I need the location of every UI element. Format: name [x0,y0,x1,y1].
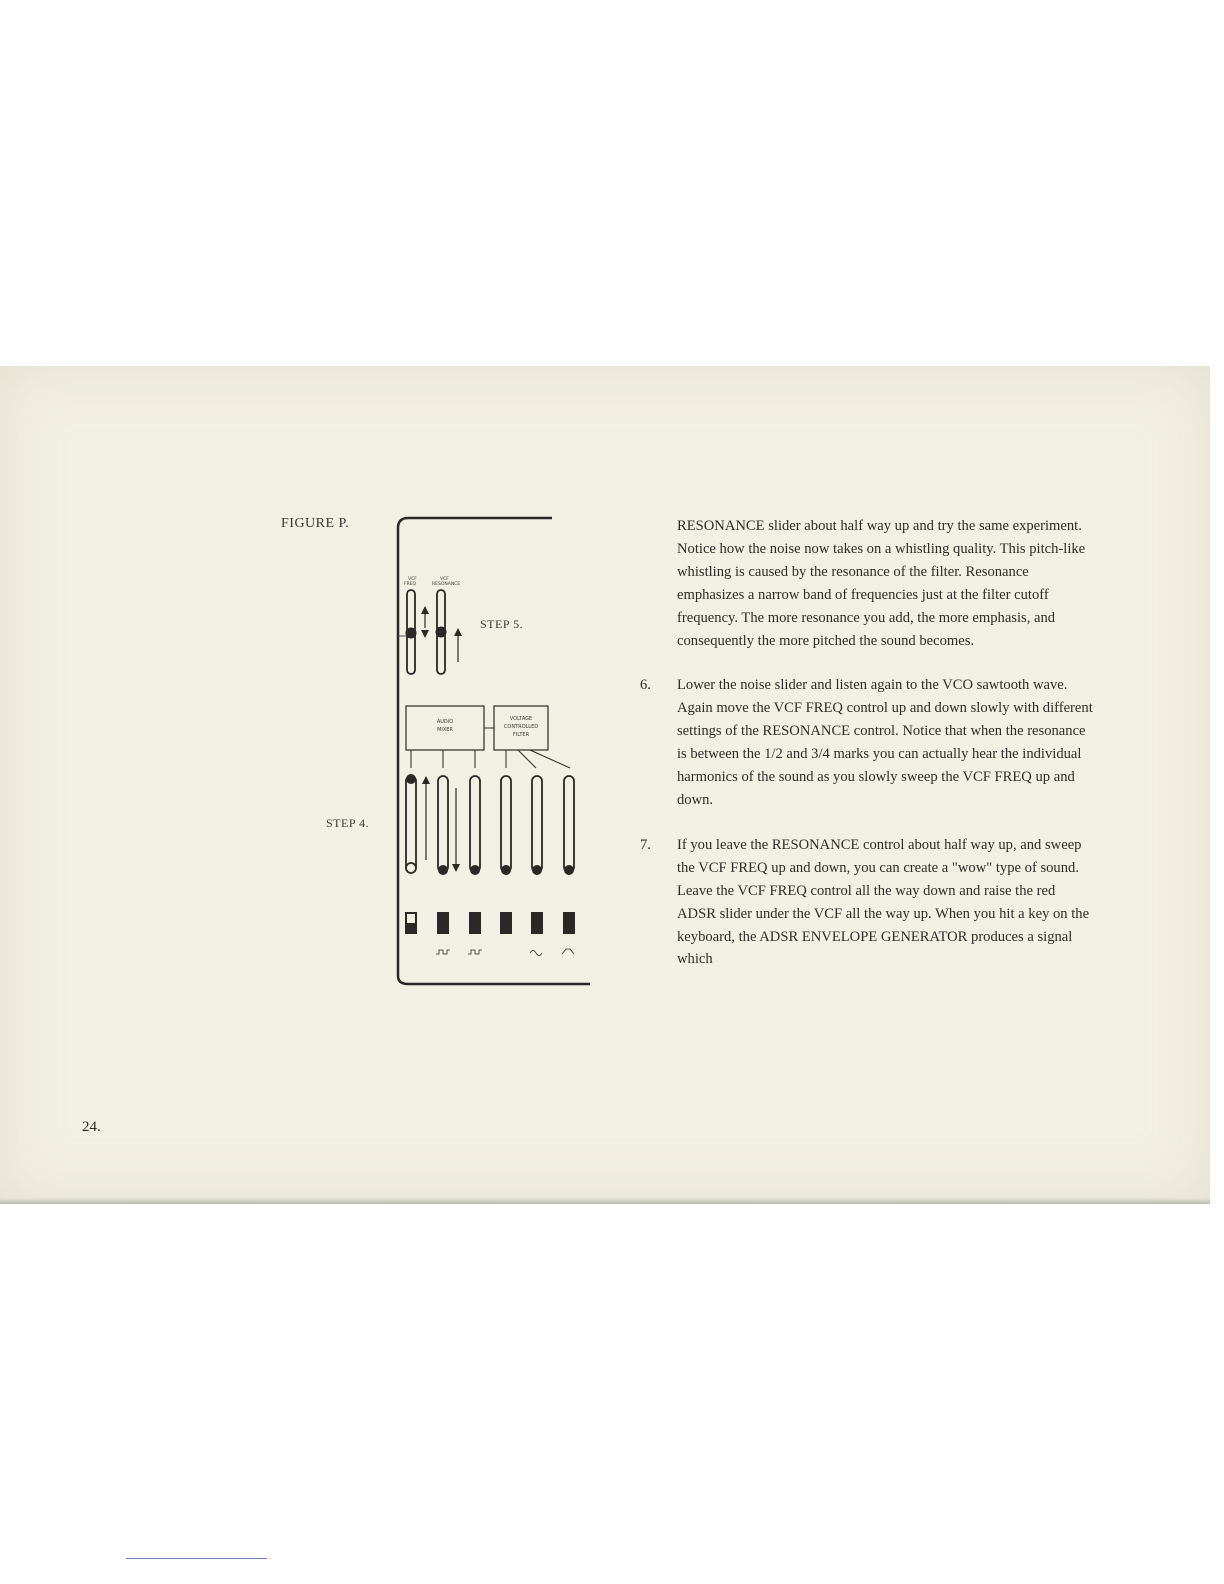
vcf-freq-arrow-down-icon [421,630,429,638]
noise-knob-bottom [406,863,416,873]
step-4-label: STEP 4. [326,816,370,830]
step-5-label: STEP 5. [480,617,524,631]
noise-slider [406,776,416,872]
vcf-resonance-slider [436,590,446,674]
vcf-label-1: VCF [408,577,417,582]
svg-text:MIXER: MIXER [437,727,453,733]
item-6-number: 6. [640,677,651,694]
vco1-knob [438,865,448,875]
vcf-freq-knob [406,628,416,638]
item-7-text: If you leave the RESONANCE control about half way up, and sweep the VCF FREQ up and down, you can create a "wow" type of sound. Leave the VCF FREQ control all the way down and raise the red ADSR slider under the VCF all the way up. When you hit a key on the keyboard, the ADSR ENVELOPE GENERATOR produces a signal which [677,836,1090,968]
switch-6 [563,912,575,934]
list-item-6 [640,674,1095,811]
svg-text:AUDIO: AUDIO [436,719,454,725]
footer-rule [126,1558,267,1559]
vco2-slider [470,776,480,872]
svg-text:FILTER: FILTER [512,732,530,738]
vco2-knob [470,865,480,875]
item-7-number: 7. [640,836,651,853]
vcf-label-2: VCF [440,577,449,582]
noise-knob-top [406,774,416,784]
body-text-column [640,515,1095,993]
bottom-sliders [406,774,574,875]
switch-3 [469,912,481,934]
vco1-arrow-down-icon [452,788,460,872]
lfo-slider [532,776,542,872]
svg-text:CONTROLLED: CONTROLLED [503,724,539,730]
figure-label: FIGURE P. [281,516,350,531]
switch-2 [437,912,449,934]
ext-knob [501,865,511,875]
top-slider-labels [404,576,460,587]
vcf-freq-slider [398,590,416,674]
vco1-slider [438,776,448,872]
waveform-icons [436,949,574,956]
page-bottom-edge [0,1198,1210,1204]
lfo-knob [532,865,542,875]
switch-row [405,912,575,934]
switch-4 [500,912,512,934]
switch-5 [531,912,543,934]
connector-lines [411,750,570,768]
adsr-knob [564,865,574,875]
vcf-freq-arrow-up-icon [421,606,429,628]
intro-paragraph: RESONANCE slider about half way up and try the same experiment. Notice how the noise now takes on a whistling quality. This pitch-like whistling is caused by the resonance of the filter. Resonance emphasizes a narrow band of frequencies just at the filter cutoff frequency. The more resonance you add, the more emphasis, and consequently the more pitched the sound becomes. [677,518,1086,649]
vcf-freq-label: FREQ [404,582,417,587]
ext-slider [501,776,511,872]
voltage-controlled-filter-box [494,706,548,750]
vcf-resonance-knob [436,627,446,637]
adsr-slider [564,776,574,872]
audio-mixer-box [406,706,484,750]
item-6-text: Lower the noise slider and listen again to the VCO sawtooth wave. Again move the VCF FREQ control up and down slowly with different settings of the RESONANCE control. Notice that when the resonance is between the 1/2 and 3/4 marks you can actually hear the individual harmonics of the sound as you slowly sweep the VCF FREQ up and down. [677,677,1093,808]
noise-arrow-up-icon [422,776,430,860]
vcf-resonance-arrow-up-icon [454,628,462,662]
page-number: 24. [82,1119,101,1135]
vcf-resonance-label: RESONANCE [432,582,461,587]
svg-text:VOLTAGE: VOLTAGE [509,716,533,722]
list-item-7 [640,834,1095,971]
synth-panel-diagram [396,516,592,988]
panel-outline [398,518,590,984]
